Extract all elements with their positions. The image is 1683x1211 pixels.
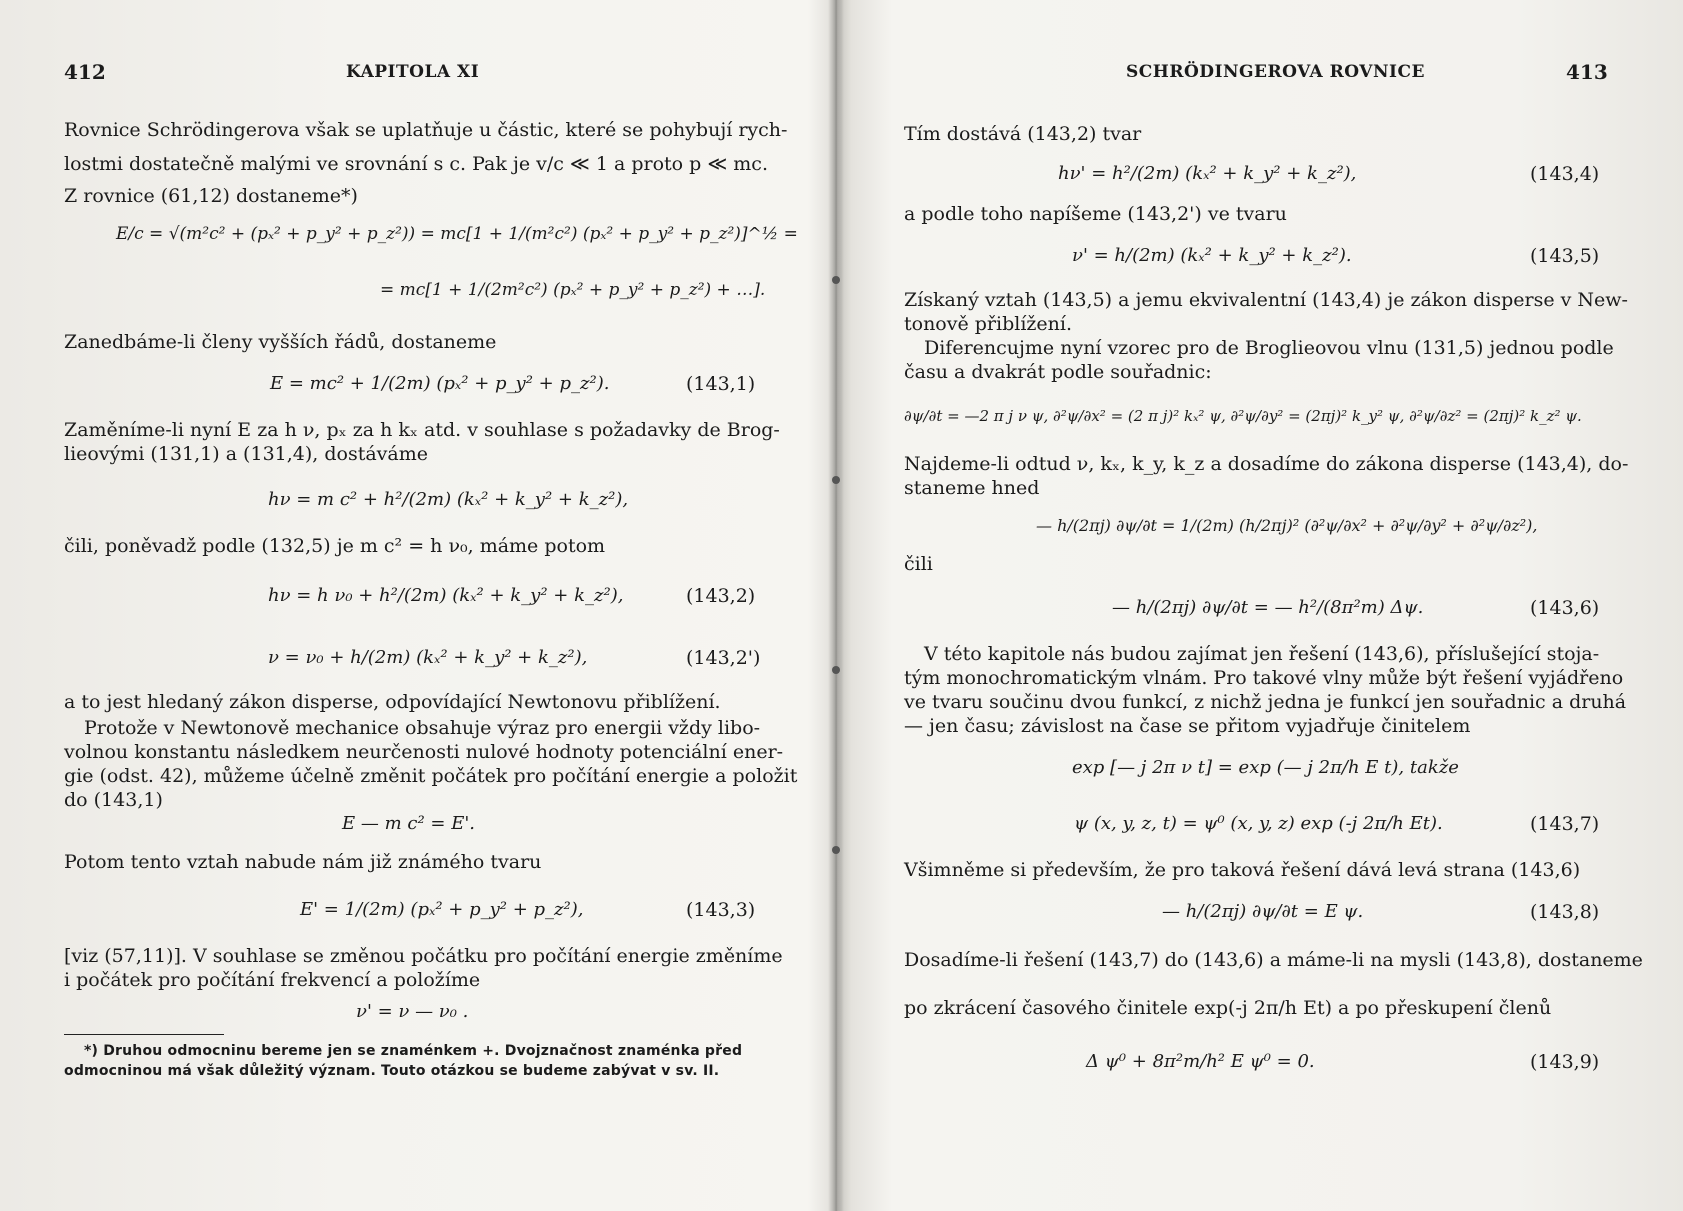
- equation: E = mc² + 1/(2m) (pₓ² + p_y² + p_z²).: [270, 373, 610, 394]
- text-line: lostmi dostatečně malými ve srovnání s c. Pak je v/c ≪ 1 a proto p ≪ mc.: [64, 153, 768, 175]
- text-line: Získaný vztah (143,5) a jemu ekvivalentní (143,4) je zákon disperse v New-: [904, 289, 1628, 311]
- text-line: V této kapitole nás budou zajímat jen řešení (143,6), příslušející stoja-: [924, 643, 1600, 665]
- footnote-line: odmocninou má však důležitý význam. Touto otázkou se budeme zabývat v sv. II.: [64, 1063, 720, 1079]
- text-line: a podle toho napíšeme (143,2') ve tvaru: [904, 203, 1287, 225]
- equation: ν' = h/(2m) (kₓ² + k_y² + k_z²).: [1072, 245, 1352, 266]
- equation-number: (143,2): [686, 585, 756, 607]
- text-line: tým monochromatickým vlnám. Pro takové vlny může být řešení vyjádřeno: [904, 667, 1624, 689]
- equation-number: (143,5): [1530, 245, 1600, 267]
- text-line: volnou konstantu následkem neurčenosti nulové hodnoty potenciální ener-: [64, 741, 784, 763]
- running-head: KAPITOLA XI: [346, 62, 480, 82]
- running-head: SCHRÖDINGEROVA ROVNICE: [1126, 62, 1425, 82]
- equation: — h/(2πj) ∂ψ/∂t = 1/(2m) (h/2πj)² (∂²ψ/∂x² + ∂²ψ/∂y² + ∂²ψ/∂z²),: [1036, 516, 1538, 535]
- text-line: i počátek pro počítání frekvencí a položíme: [64, 969, 481, 991]
- text-line: Zaměníme-li nyní E za h ν, pₓ za h kₓ atd. v souhlase s požadavky de Brog-: [64, 419, 780, 441]
- equation: exp [— j 2π ν t] = exp (— j 2π/h E t), takže: [1072, 757, 1459, 778]
- text-line: Protože v Newtonově mechanice obsahuje výraz pro energii vždy libo-: [84, 717, 761, 739]
- equation-number: (143,3): [686, 899, 756, 921]
- equation: — h/(2πj) ∂ψ/∂t = — h²/(8π²m) Δψ.: [1112, 597, 1424, 618]
- footnote-rule: [64, 1034, 224, 1035]
- equation: ν' = ν — ν₀ .: [356, 1001, 469, 1022]
- text-line: lieovými (131,1) a (131,4), dostáváme: [64, 443, 428, 465]
- text-line: Najdeme-li odtud ν, kₓ, k_y, k_z a dosadíme do zákona disperse (143,4), do-: [904, 453, 1629, 475]
- equation-number: (143,7): [1530, 813, 1600, 835]
- equation: hν = h ν₀ + h²/(2m) (kₓ² + k_y² + k_z²),: [268, 585, 624, 606]
- text-line: — jen času; závislost na čase se přitom vyjadřuje činitelem: [904, 715, 1471, 737]
- equation: ν = ν₀ + h/(2m) (kₓ² + k_y² + k_z²),: [268, 647, 588, 668]
- left-page: [0, 0, 836, 1211]
- equation: E/c = √(m²c² + (pₓ² + p_y² + p_z²)) = mc[1 + 1/(m²c²) (pₓ² + p_y² + p_z²)]^½ =: [116, 224, 798, 244]
- right-page: [836, 0, 1683, 1211]
- equation: ∂ψ/∂t = —2 π j ν ψ, ∂²ψ/∂x² = (2 π j)² kₓ² ψ, ∂²ψ/∂y² = (2πj)² k_y² ψ, ∂²ψ/∂z² = (2πj)² k_z² ψ.: [904, 407, 1582, 425]
- text-line: do (143,1): [64, 789, 163, 811]
- text-line: Všimněme si především, že pro taková řešení dává levá strana (143,6): [904, 859, 1581, 881]
- text-line: Tím dostává (143,2) tvar: [904, 123, 1142, 145]
- equation-number: (143,8): [1530, 901, 1600, 923]
- equation: E — m c² = E'.: [342, 813, 476, 834]
- text-line: Zanedbáme-li členy vyšších řádů, dostaneme: [64, 331, 497, 353]
- equation-number: (143,6): [1530, 597, 1600, 619]
- text-line: času a dvakrát podle souřadnic:: [904, 361, 1212, 383]
- text-line: čili: [904, 553, 933, 575]
- text-line: Diferencujme nyní vzorec pro de Broglieovou vlnu (131,5) jednou podle: [924, 337, 1614, 359]
- equation-number: (143,4): [1530, 163, 1600, 185]
- equation: hν' = h²/(2m) (kₓ² + k_y² + k_z²),: [1058, 163, 1357, 184]
- equation: ψ (x, y, z, t) = ψ⁰ (x, y, z) exp (-j 2π/h Et).: [1074, 813, 1443, 834]
- text-line: Potom tento vztah nabude nám již známého tvaru: [64, 851, 542, 873]
- text-line: a to jest hledaný zákon disperse, odpovídající Newtonovu přiblížení.: [64, 691, 721, 713]
- text-line: Z rovnice (61,12) dostaneme*): [64, 185, 358, 207]
- text-line: staneme hned: [904, 477, 1040, 499]
- equation: — h/(2πj) ∂ψ/∂t = E ψ.: [1162, 901, 1364, 922]
- text-line: Dosadíme-li řešení (143,7) do (143,6) a máme-li na mysli (143,8), dostaneme: [904, 949, 1643, 971]
- equation: E' = 1/(2m) (pₓ² + p_y² + p_z²),: [300, 899, 584, 920]
- text-line: ve tvaru součinu dvou funkcí, z nichž jedna je funkcí jen souřadnic a druhá: [904, 691, 1627, 713]
- footnote-line: *) Druhou odmocninu bereme jen se znaménkem +. Dvojznačnost znaménka před: [84, 1043, 743, 1059]
- equation-number: (143,1): [686, 373, 756, 395]
- text-line: tonově přiblížení.: [904, 313, 1073, 335]
- equation: = mc[1 + 1/(2m²c²) (pₓ² + p_y² + p_z²) + …].: [380, 280, 766, 300]
- text-line: Rovnice Schrödingerova však se uplatňuje u částic, které se pohybují rych-: [64, 119, 788, 141]
- text-line: gie (odst. 42), můžeme účelně změnit počátek pro počítání energie a položit: [64, 765, 798, 787]
- text-line: čili, poněvadž podle (132,5) je m c² = h ν₀, máme potom: [64, 535, 606, 557]
- text-line: [viz (57,11)]. V souhlase se změnou počátku pro počítání energie změníme: [64, 945, 783, 967]
- text-line: po zkrácení časového činitele exp(-j 2π/h Et) a po přeskupení členů: [904, 997, 1552, 1019]
- page-number: 412: [64, 60, 106, 84]
- equation-number: (143,9): [1530, 1051, 1600, 1073]
- equation-number: (143,2'): [686, 647, 761, 669]
- page-number: 413: [1566, 60, 1608, 84]
- equation: hν = m c² + h²/(2m) (kₓ² + k_y² + k_z²),: [268, 489, 629, 510]
- equation: Δ ψ⁰ + 8π²m/h² E ψ⁰ = 0.: [1086, 1051, 1315, 1072]
